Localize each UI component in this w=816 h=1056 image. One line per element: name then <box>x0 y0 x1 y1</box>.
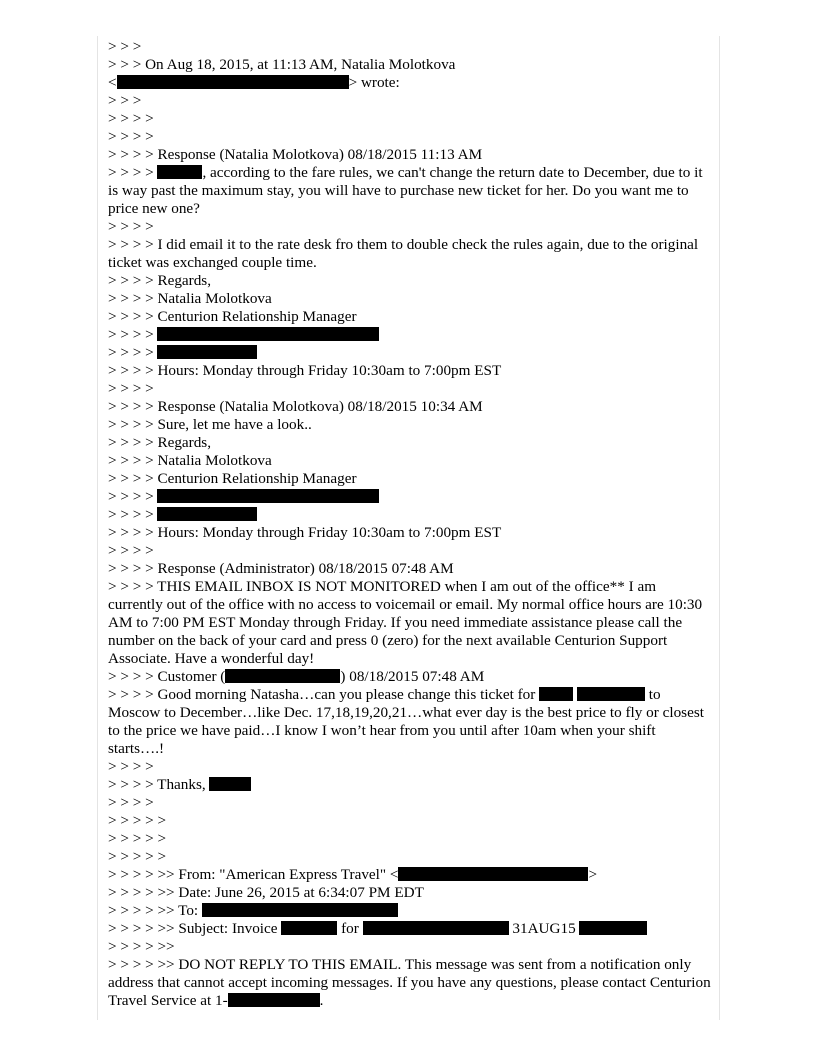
quote-line: > > > > <box>108 128 154 145</box>
response-header: > > > > Response (Natalia Molotkova) 08/18/2015 11:13 AM <box>108 146 483 163</box>
signature-contact-line: > > > > <box>108 506 712 524</box>
redaction-box <box>157 165 202 179</box>
signature-name: > > > > Natalia Molotkova <box>108 290 272 307</box>
redaction-box <box>157 345 257 359</box>
forwarded-subject: > > > > >> Subject: Invoice for 31AUG15 <box>108 920 712 938</box>
response-body: > > > > , according to the fare rules, we can't change the return date to December, due to it is way past the maximum stay, you will have to purchase new ticket for her. Do you want me to price new one? <box>108 164 703 217</box>
redaction-box <box>228 993 320 1007</box>
response-header: > > > > Response (Administrator) 08/18/2015 07:48 AM <box>108 560 454 577</box>
forwarded-to: > > > > >> To: <box>108 902 712 920</box>
quote-line: > > > > > <box>108 830 167 847</box>
redaction-box <box>209 777 251 791</box>
quote-line: > > > > > <box>108 812 167 829</box>
redaction-box <box>157 489 379 503</box>
quote-line: > > > > <box>108 542 154 559</box>
signature-line: > > > > Regards, <box>108 272 212 289</box>
forwarded-date: > > > > >> Date: June 26, 2015 at 6:34:07 PM EDT <box>108 884 424 901</box>
redaction-box <box>157 327 379 341</box>
redaction-box <box>157 507 257 521</box>
quote-line: > > > > <box>108 110 154 127</box>
forwarded-body: > > > > >> DO NOT REPLY TO THIS EMAIL. This message was sent from a notification only address that cannot accept incoming messages. If you have any questions, please contact Centurion Travel Service at 1- . <box>108 956 711 1009</box>
redaction-box <box>225 669 340 683</box>
signature-contact-line: > > > > <box>108 344 712 362</box>
quote-line: > > > > <box>108 758 154 775</box>
quote-line: > > > <box>108 38 142 55</box>
redaction-box <box>577 687 645 701</box>
response-body: > > > > I did email it to the rate desk fro them to double check the rules again, due to the original ticket was exchanged couple time. <box>108 236 699 271</box>
quote-line: > > > > <box>108 218 154 235</box>
redaction-box <box>202 903 398 917</box>
forwarded-from: > > > > >> From: "American Express Travel" < > <box>108 866 598 883</box>
customer-header: > > > > Customer ( ) 08/18/2015 07:48 AM <box>108 668 485 685</box>
redaction-box <box>539 687 573 701</box>
response-header: > > > > Response (Natalia Molotkova) 08/18/2015 10:34 AM <box>108 398 483 415</box>
customer-signoff: > > > > Thanks, <box>108 776 712 794</box>
quote-line: > > > > <box>108 380 154 397</box>
page-border-left <box>97 36 98 1020</box>
email-thread <box>108 38 712 1010</box>
signature-hours: > > > > Hours: Monday through Friday 10:30am to 7:00pm EST <box>108 362 502 379</box>
quote-line: > > > > >> <box>108 938 175 955</box>
signature-title: > > > > Centurion Relationship Manager <box>108 308 357 325</box>
reply-header: > > > On Aug 18, 2015, at 11:13 AM, Natalia Molotkova <box>108 56 456 73</box>
customer-message: > > > > Good morning Natasha…can you please change this ticket for to Moscow to December…like Dec. 17,18,19,20,21…what ever day is the best price to fly or closest to the price we have paid…I know I won’t hear from you until after 10am when your shift starts….! <box>108 686 704 757</box>
signature-contact-line: > > > > <box>108 326 712 344</box>
signature-line: > > > > Regards, <box>108 434 212 451</box>
signature-contact-line: > > > > <box>108 488 712 506</box>
quote-line: > > > > > <box>108 848 167 865</box>
redaction-box <box>281 921 337 935</box>
page-border-right <box>719 36 720 1020</box>
quote-line: > > > > <box>108 794 154 811</box>
response-body: > > > > Sure, let me have a look.. <box>108 416 312 433</box>
redaction-box <box>398 867 588 881</box>
quote-line: > > > <box>108 92 142 109</box>
reply-header-sender-line: < > wrote: <box>108 74 400 91</box>
redaction-box <box>363 921 509 935</box>
signature-hours: > > > > Hours: Monday through Friday 10:30am to 7:00pm EST <box>108 524 502 541</box>
signature-title: > > > > Centurion Relationship Manager <box>108 470 357 487</box>
auto-reply-body: > > > > THIS EMAIL INBOX IS NOT MONITORED when I am out of the office** I am currently out of the office with no access to voicemail or email. My normal office hours are 10:30 AM to 7:00 PM EST Monday through Friday. If you need immediate assistance please call the number on the back of your card and press 0 (zero) for the next available Centurion Support Associate. Have a wonderful day! <box>108 578 703 667</box>
signature-name: > > > > Natalia Molotkova <box>108 452 272 469</box>
redaction-box <box>579 921 647 935</box>
redaction-box <box>117 75 349 89</box>
